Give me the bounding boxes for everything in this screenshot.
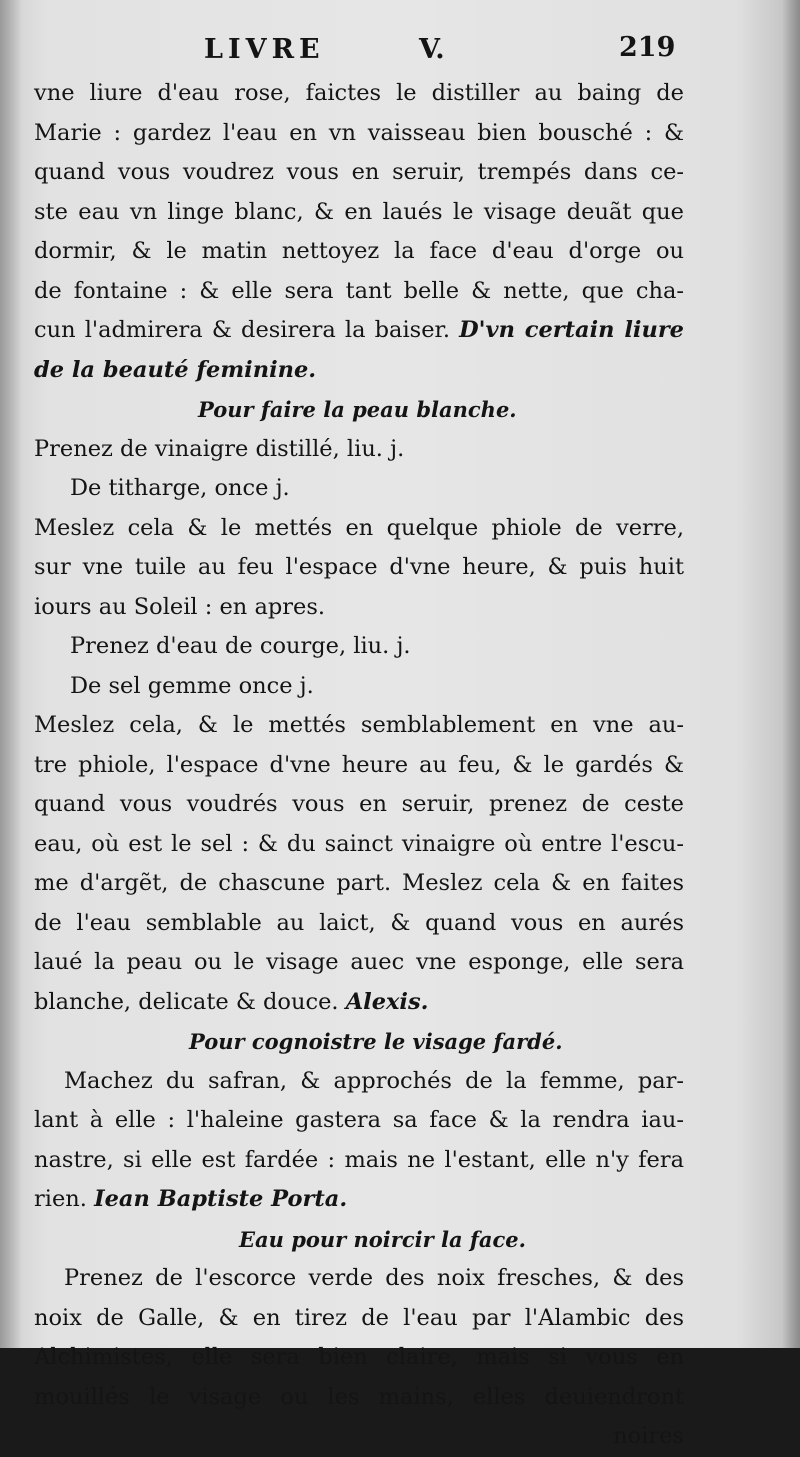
- volume-number: V.: [419, 34, 445, 65]
- text-line: de fontaine : & elle sera tant belle & nette, que cha-: [34, 277, 684, 304]
- source-citation: D'vn certain liure: [459, 317, 684, 343]
- text-line: laué la peau ou le visage auec vne esponge, elle sera: [34, 949, 684, 975]
- text-line: ste eau vn linge blanc, & en laués le visage deuãt que: [34, 198, 684, 225]
- text-line: Prenez d'eau de courge, liu. j.: [70, 633, 411, 659]
- text-line: nastre, si elle est fardée : mais ne l'estant, elle n'y fera: [34, 1146, 684, 1173]
- running-title: LIVRE: [204, 34, 325, 65]
- text-line: vne liure d'eau rose, faictes le distiller au baing de: [34, 80, 684, 106]
- text-line: Prenez de vinaigre distillé, liu. j.: [34, 435, 405, 462]
- source-citation: Alexis.: [345, 988, 429, 1015]
- text-line: [34, 1180, 684, 1220]
- text-line: me d'argẽt, de chascune part. Meslez cela & en faites: [34, 870, 684, 896]
- text-line: quand vous voudrez vous en seruir, trempés dans ce-: [34, 159, 684, 185]
- page-text: [34, 30, 684, 1457]
- section-heading: Eau pour noircir la face.: [239, 1226, 526, 1252]
- section-heading: Pour faire la peau blanche.: [198, 397, 517, 422]
- text-line: dormir, & le matin nettoyez la face d'eau d'orge ou: [34, 238, 684, 264]
- text-line: Meslez cela & le mettés en quelque phiole de verre,: [34, 514, 684, 541]
- text-span: cun l'admirera & desirera la baiser.: [34, 317, 450, 343]
- catchword: noires: [613, 1423, 684, 1449]
- text-line: Machez du safran, & approchés de la femme, par-: [64, 1067, 684, 1094]
- text-line: de l'eau semblable au laict, & quand vous en aurés: [34, 909, 684, 936]
- section-heading: Pour cognoistre le visage fardé.: [189, 1029, 563, 1054]
- text-line: [34, 983, 684, 1023]
- text-line: quand vous voudrés vous en seruir, prenez de ceste: [34, 791, 684, 817]
- text-line: De sel gemme once j.: [70, 672, 314, 699]
- text-line: noix de Galle, & en tirez de l'eau par l'Alambic des: [34, 1304, 684, 1331]
- text-line: Meslez cela, & le mettés semblablement en vne au-: [34, 712, 684, 738]
- text-line: [34, 311, 684, 351]
- page-number: 219: [619, 32, 676, 63]
- text-line: tre phiole, l'espace d'vne heure au feu, & le gardés &: [34, 751, 684, 778]
- source-citation: Iean Baptiste Porta.: [94, 1186, 348, 1212]
- page-header: [34, 30, 684, 74]
- text-line: iours au Soleil : en apres.: [34, 593, 326, 620]
- text-line: lant à elle : l'haleine gastera sa face & la rendra iau-: [34, 1107, 684, 1133]
- text-line: Alchimistes, elle sera bien claire, mais si vous en: [34, 1344, 684, 1370]
- text-line: eau, où est le sel : & du sainct vinaigre où entre l'escu-: [34, 830, 684, 857]
- text-line: De titharge, once j.: [70, 475, 290, 501]
- text-span: blanche, delicate & douce.: [34, 988, 339, 1015]
- source-citation: de la beauté feminine.: [34, 356, 317, 383]
- text-line: Marie : gardez l'eau en vn vaisseau bien bousché : &: [34, 119, 684, 146]
- text-line: mouillés le visage ou les mains, elles deuiendront: [34, 1383, 684, 1410]
- text-line: Prenez de l'escorce verde des noix fresches, & des: [64, 1265, 684, 1291]
- text-span: rien.: [34, 1186, 87, 1212]
- text-line: sur vne tuile au feu l'espace d'vne heure, & puis huit: [34, 554, 684, 580]
- text-line: [34, 351, 684, 391]
